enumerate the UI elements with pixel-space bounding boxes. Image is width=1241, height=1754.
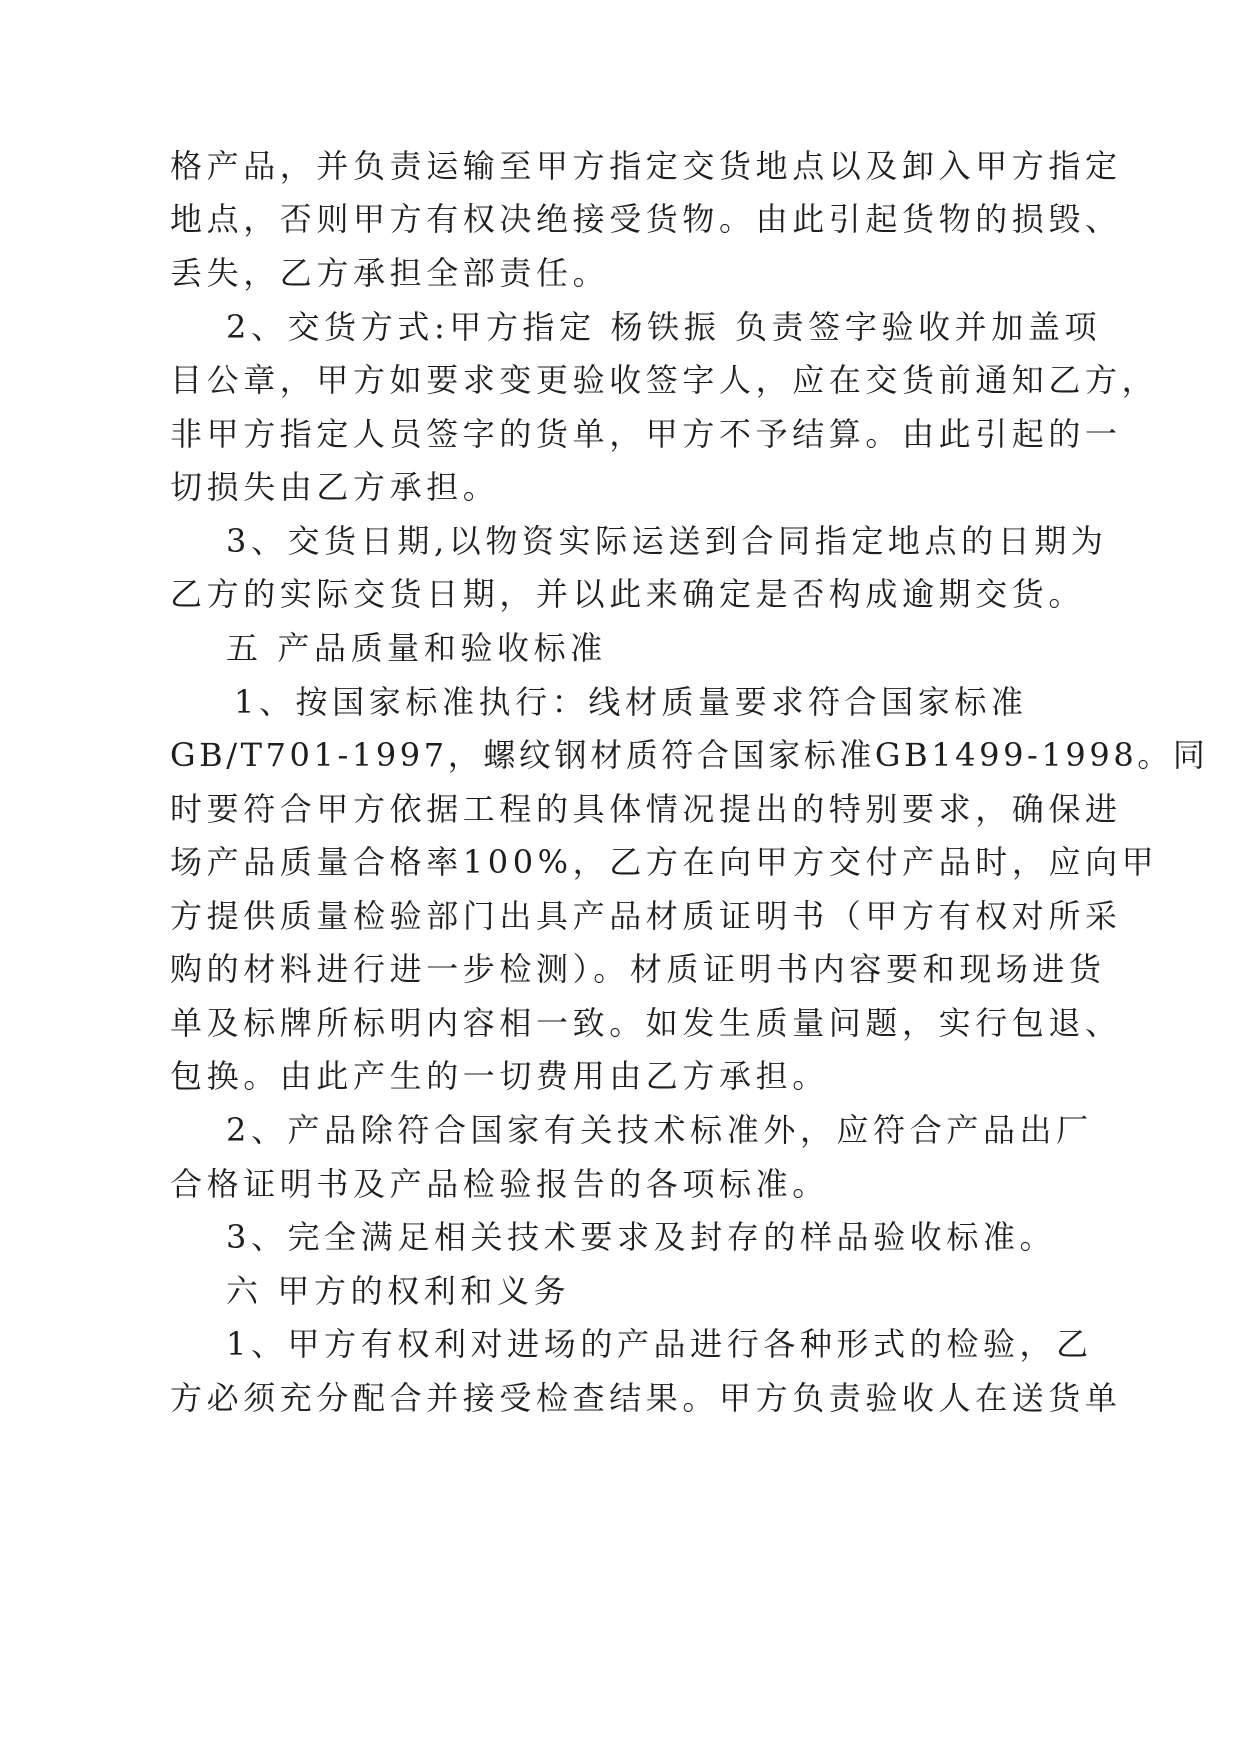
text-line: 时要符合甲方依据工程的具体情况提出的特别要求，确保进: [170, 790, 1122, 828]
text-line: 丢失，乙方承担全部责任。: [170, 254, 610, 292]
text-line: 2、产品除符合国家有关技术标准外，应符合产品出厂: [226, 1111, 1093, 1149]
text-line: 方必须充分配合并接受检查结果。甲方负责验收人在送货单: [170, 1379, 1122, 1417]
text-line: 1、按国家标准执行：线材质量要求符合国家标准: [234, 683, 1028, 721]
text-line: 目公章，甲方如要求变更验收签字人，应在交货前通知乙方，: [170, 361, 1159, 399]
text-line: 3、交货日期,以物资实际运送到合同指定地点的日期为: [226, 522, 1108, 560]
text-line: 非甲方指定人员签字的货单，甲方不予结算。由此引起的一: [170, 415, 1122, 453]
text-line: 方提供质量检验部门出具产品材质证明书（甲方有权对所采: [170, 897, 1122, 935]
text-line: 2、交货方式:甲方指定 杨铁振 负责签字验收并加盖项: [226, 308, 1102, 346]
text-line: GB/T701-1997，螺纹钢材质符合国家标准GB1499-1998。同: [170, 736, 1209, 774]
text-line: 乙方的实际交货日期，并以此来确定是否构成逾期交货。: [170, 575, 1086, 613]
text-line: 格产品，并负责运输至甲方指定交货地点以及卸入甲方指定: [170, 147, 1122, 185]
section-heading: 五 产品质量和验收标准: [226, 629, 607, 667]
text-line: 切损失由乙方承担。: [170, 468, 500, 506]
section-heading: 六 甲方的权利和义务: [226, 1272, 571, 1310]
text-line: 3、完全满足相关技术要求及封存的样品验收标准。: [226, 1218, 1057, 1256]
text-line: 场产品质量合格率100%，乙方在向甲方交付产品时，应向甲: [170, 843, 1159, 881]
text-line: 地点，否则甲方有权决绝接受货物。由此引起货物的损毁、: [170, 200, 1122, 238]
text-line: 包换。由此产生的一切费用由乙方承担。: [170, 1057, 829, 1095]
text-line: 购的材料进行进一步检测）。材质证明书内容要和现场进货: [170, 950, 1106, 988]
text-line: 1、甲方有权利对进场的产品进行各种形式的检验，乙: [226, 1325, 1093, 1363]
text-line: 合格证明书及产品检验报告的各项标准。: [170, 1165, 829, 1203]
text-line: 单及标牌所标明内容相一致。如发生质量问题，实行包退、: [170, 1004, 1122, 1042]
